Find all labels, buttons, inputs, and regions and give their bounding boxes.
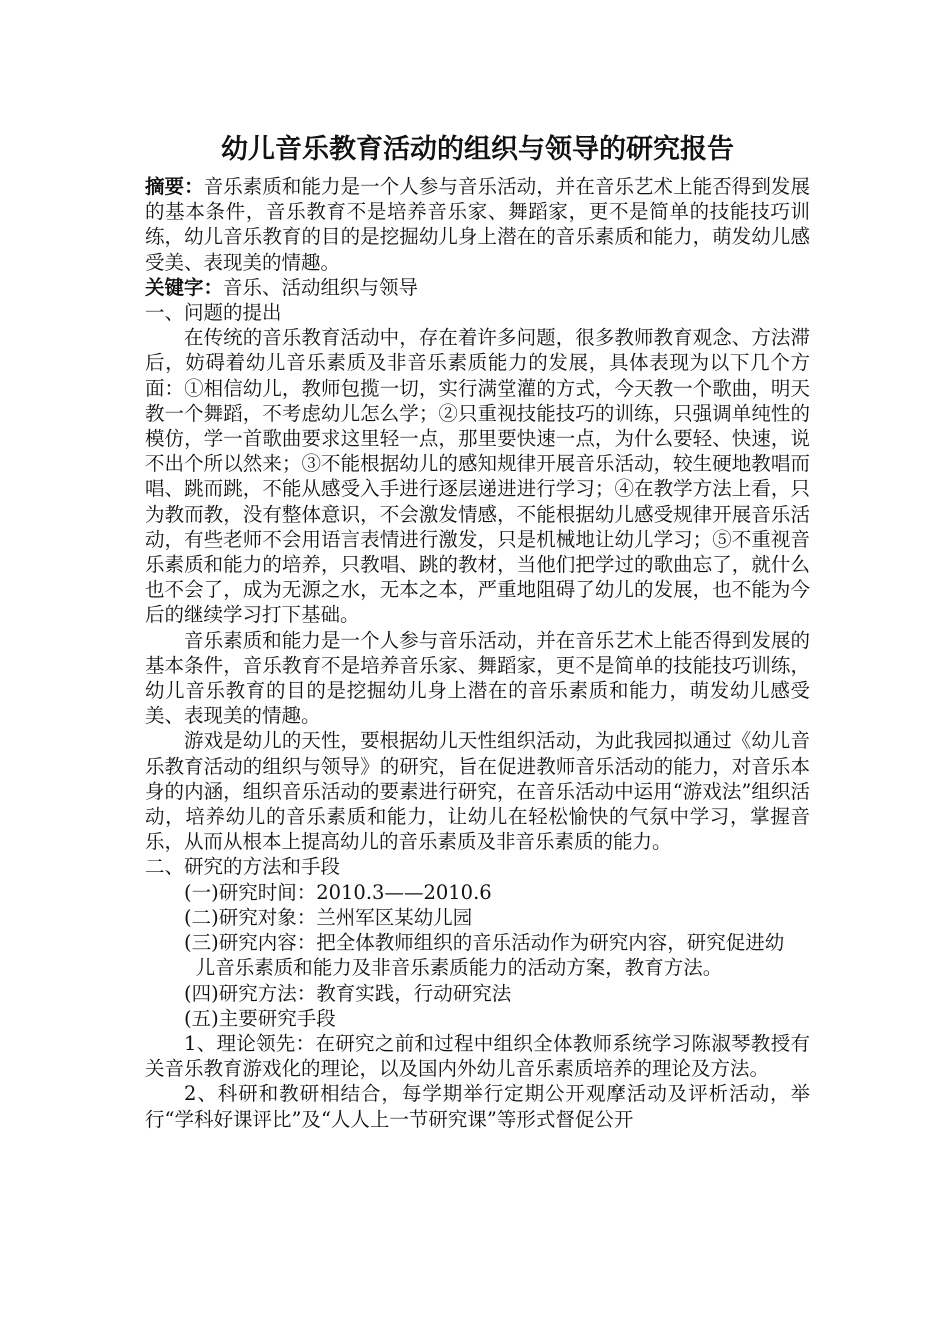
keywords-label: 关键字： [145,275,224,299]
research-subject: (二)研究对象：兰州军区某幼儿园 [184,905,473,929]
keywords-text: 音乐、活动组织与领导 [223,275,419,299]
research-means-1: 1、理论领先：在研究之前和过程中组织全体教师系统学习陈淑琴教授有关音乐教育游戏化的理论，以及国内外幼儿音乐素质培养的理论及方法。 [145,1031,810,1081]
abstract-label: 摘要： [145,175,204,198]
research-means-heading: (五)主要研究手段 [184,1006,336,1030]
section1-paragraph-2: 音乐素质和能力是一个人参与音乐活动，并在音乐艺术上能否得到发展的基本条件，音乐教育不是培养音乐家、舞蹈家，更不是简单的技能技巧训练，幼儿音乐教育的目的是挖掘幼儿身上潜在的音乐素质和能力，萌发幼儿感受美、表现美的情趣。 [145,628,810,728]
section1-heading: 一、问题的提出 [145,301,282,325]
section1-paragraph-3: 游戏是幼儿的天性，要根据幼儿天性组织活动，为此我园拟通过《幼儿音乐教育活动的组织与领导》的研究，旨在促进教师音乐活动的能力，对音乐本身的内涵，组织音乐活动的要素进行研究，在音乐活动中运用“游戏法”组织活动，培养幼儿的音乐素质和能力，让幼儿在轻松愉快的气氛中学习，掌握音乐，从而从根本上提高幼儿的音乐素质及非音乐素质的能力。 [145,729,810,854]
research-content: (三)研究内容：把全体教师组织的音乐活动作为研究内容，研究促进幼 [184,931,785,955]
keywords-paragraph [145,275,810,300]
abstract-text: 音乐素质和能力是一个人参与音乐活动，并在音乐艺术上能否得到发展的基本条件，音乐教育不是培养音乐家、舞蹈家，更不是简单的技能技巧训练，幼儿音乐教育的目的是挖掘幼儿身上潜在的音乐素质和能力，萌发幼儿感受美、表现美的情趣。 [145,175,810,274]
research-method: (四)研究方法：教育实践，行动研究法 [184,981,512,1005]
research-time: (一)研究时间：2010.3——2010.6 [184,880,492,904]
document-body [145,128,810,1132]
research-content-continued: 儿音乐素质和能力及非音乐素质能力的活动方案，教育方法。 [195,956,723,980]
document-title: 幼儿音乐教育活动的组织与领导的研究报告 [221,134,734,165]
section2-heading: 二、研究的方法和手段 [145,855,341,879]
section1-paragraph-1: 在传统的音乐教育活动中，存在着许多问题，很多教师教育观念、方法滞后，妨碍着幼儿音乐素质及非音乐素质能力的发展，具体表现为以下几个方面：①相信幼儿，教师包揽一切，实行满堂灌的方式，今天教一个歌曲，明天教一个舞蹈，不考虑幼儿怎么学；②只重视技能技巧的训练，只强调单纯性的模仿，学一首歌曲要求这里轻一点，那里要快速一点，为什么要轻、快速，说不出个所以然来；③不能根据幼儿的感知规律开展音乐活动，较生硬地教唱而唱、跳而跳，不能从感受入手进行逐层递进进行学习；④在教学方法上看，只为教而教，没有整体意识，不会激发情感，不能根据幼儿感受规律开展音乐活动，有些老师不会用语言表情进行激发，只是机械地让幼儿学习；⑤不重视音乐素质和能力的培养，只教唱、跳的教材，当他们把学过的歌曲忘了，就什么也不会了，成为无源之水，无本之本，严重地阻碍了幼儿的发展，也不能为今后的继续学习打下基础。 [145,326,810,627]
research-means-2: 2、科研和教研相结合，每学期举行定期公开观摩活动及评析活动，举行“学科好课评比”及“人人上一节研究课”等形式督促公开 [145,1082,810,1131]
abstract-paragraph [145,174,810,275]
